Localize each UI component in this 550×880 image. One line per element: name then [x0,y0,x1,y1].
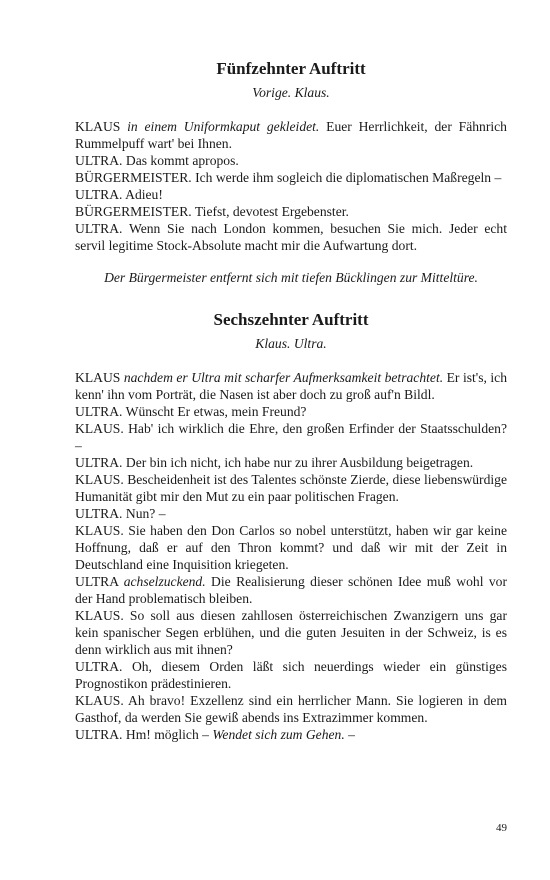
stage-direction: Der Bürgermeister entfernt sich mit tiefen Bücklingen zur Mitteltüre. [104,270,478,285]
dialogue-line: ULTRA. Nun? – [75,506,166,521]
scene-title: Sechszehnter Auftritt [213,310,369,329]
dialogue-line: KLAUS. Sie haben den Don Carlos so nobel unterstützt, haben wir gar keine Hoffnung, daß er auf den Thron kommt? und daß wir mit der Zeit in Deutschland eine Inquisition kriegeten. [75,523,507,572]
dialogue-line: ULTRA. Das kommt apropos. [75,153,239,168]
dialogue-line: ULTRA. Adieu! [75,187,163,202]
dialogue-line: ULTRA. Hm! möglich – Wendet sich zum Gehen. – [75,727,355,742]
dialogue-line: BÜRGERMEISTER. Tiefst, devotest Ergebenster. [75,204,349,219]
dialogue-line: ULTRA. Oh, diesem Orden läßt sich neuerdings wieder ein günstiges Prognostikon prädestinieren. [75,659,507,691]
dialogue-line: ULTRA. Wenn Sie nach London kommen, besuchen Sie mich. Jeder echt servil legitime Stock-Absolute macht mir die Aufwartung dort. [75,221,507,253]
dialogue-line: ULTRA. Der bin ich nicht, ich habe nur zu ihrer Ausbildung beigetragen. [75,455,474,470]
scene-title: Fünfzehnter Auftritt [216,59,366,78]
dialogue-line: KLAUS. Bescheidenheit ist des Talentes schönste Zierde, diese liebenswürdige Humanität gibt mir den Mut zu ein paar politischen Fragen. [75,472,507,504]
dialogue-line: ULTRA. Wünscht Er etwas, mein Freund? [75,404,307,419]
dialogue-line: KLAUS nachdem er Ultra mit scharfer Aufmerksamkeit betrachtet. Er ist's, ich kenn' ihn vom Porträt, die Nasen ist aber doch zu groß auf'n Bildl. [75,370,508,402]
scene-persons: Vorige. Klaus. [252,85,330,100]
dialogue-line: KLAUS. So soll aus diesen zahllosen österreichischen Zwanzigern uns gar kein spanischer Segen erblühen, und die guten Jesuiten in der Schweiz, is es denn wirklich aus mit ihnen? [75,608,507,657]
scene-persons: Klaus. Ultra. [255,336,327,351]
page-number: 49 [496,822,507,834]
dialogue-line: KLAUS. Ah bravo! Exzellenz sind ein herrlicher Mann. Sie logieren in dem Gasthof, da werden Sie gewiß abends ins Extrazimmer kommen. [75,693,507,725]
dialogue-line: BÜRGERMEISTER. Ich werde ihm sogleich die diplomatischen Maßregeln – [75,170,502,185]
book-page [75,58,507,743]
dialogue-line: KLAUS in einem Uniformkaput gekleidet. Euer Herrlichkeit, der Fähnrich Rummelpuff wart' bei Ihnen. [75,119,507,151]
dialogue-line: KLAUS. Hab' ich wirklich die Ehre, den großen Erfinder der Staatsschulden? – [75,421,507,453]
dialogue-line: ULTRA achselzuckend. Die Realisierung dieser schönen Idee muß wohl vor der Hand problematisch bleiben. [75,574,508,606]
